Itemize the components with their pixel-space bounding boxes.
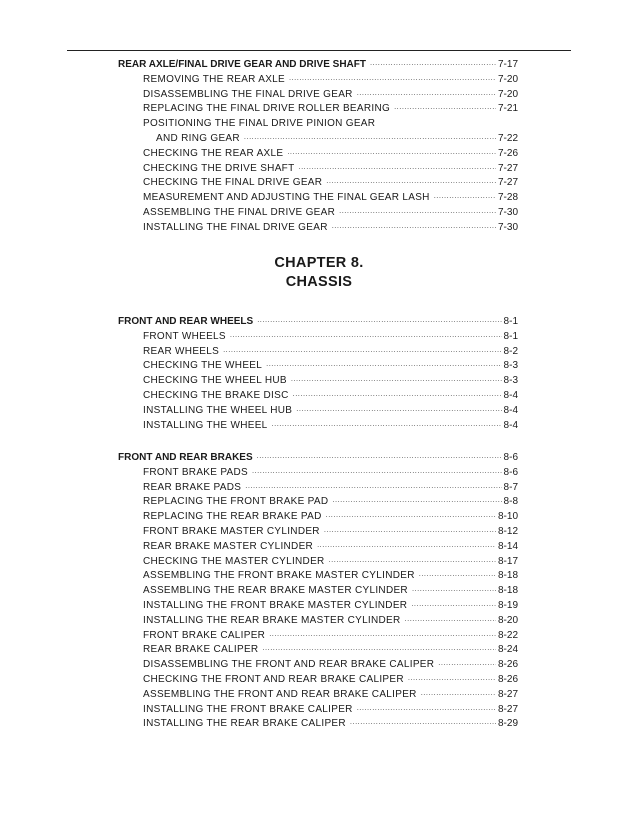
toc-entry-page: 7-20 (497, 88, 518, 100)
dot-leader (350, 716, 496, 727)
toc-section-brakes (118, 452, 518, 733)
toc-entry-title: REAR BRAKE CALIPER (143, 644, 259, 656)
dot-leader (326, 509, 496, 520)
toc-entry-page: 8-24 (497, 644, 518, 656)
dot-leader (269, 628, 496, 639)
toc-entry-page: 8-19 (497, 599, 518, 611)
dot-leader (421, 687, 496, 698)
toc-entry-title: CHECKING THE BRAKE DISC (143, 389, 289, 401)
toc-entry-page: 8-4 (503, 389, 518, 401)
toc-entry-title: INSTALLING THE FINAL DRIVE GEAR (143, 221, 328, 233)
toc-entry-title: INSTALLING THE REAR BRAKE MASTER CYLINDER (143, 614, 401, 626)
chapter-number: CHAPTER 8. (274, 255, 364, 271)
dot-leader (287, 146, 496, 157)
toc-entry-page: 8-20 (497, 614, 518, 626)
toc-entry-page: 8-4 (503, 404, 518, 416)
toc-entry-page: 8-18 (497, 570, 518, 582)
toc-entry-page: 8-10 (497, 511, 518, 523)
toc-entry-title: REPLACING THE FRONT BRAKE PAD (143, 496, 329, 508)
toc-entry-page: 8-2 (503, 345, 518, 357)
toc-entry-title: ASSEMBLING THE FRONT AND REAR BRAKE CALIPER (143, 688, 417, 700)
toc-entry-title: REPLACING THE REAR BRAKE PAD (143, 511, 322, 523)
toc-entry-title: FRONT BRAKE MASTER CYLINDER (143, 525, 320, 537)
toc-entry-page: 7-28 (497, 192, 518, 204)
toc-entry-title: FRONT BRAKE CALIPER (143, 629, 266, 641)
toc-entry-page: 7-26 (497, 147, 518, 159)
dot-leader (257, 314, 501, 325)
toc-entry (118, 103, 518, 118)
dot-leader (296, 403, 501, 414)
dot-leader (329, 554, 496, 565)
toc-entry (118, 222, 518, 237)
toc-entry-page: 8-7 (503, 481, 518, 493)
toc-entry-title: CHECKING THE WHEEL (143, 360, 263, 372)
toc-entry-page: 7-30 (497, 206, 518, 218)
toc-entry-page: 7-21 (497, 103, 518, 115)
toc-entry-title: FRONT AND REAR WHEELS (118, 316, 254, 327)
dot-leader (289, 72, 496, 83)
toc-entry-title: REAR WHEELS (143, 345, 220, 357)
chapter-title: CHASSIS (285, 274, 353, 290)
toc-entry-page: 8-12 (497, 525, 518, 537)
dot-leader (324, 524, 496, 535)
toc-entry-page: 8-17 (497, 555, 518, 567)
toc-entry-page: 8-22 (497, 629, 518, 641)
top-rule (67, 50, 571, 51)
toc-entry-title: ASSEMBLING THE REAR BRAKE MASTER CYLINDER (143, 585, 408, 597)
dot-leader (394, 101, 496, 112)
toc-entry-title: FRONT WHEELS (143, 330, 226, 342)
toc-entry-title: REPLACING THE FINAL DRIVE ROLLER BEARING (143, 103, 391, 115)
toc-entry-page: 7-17 (497, 59, 518, 70)
dot-leader (298, 161, 496, 172)
toc-entry-title: INSTALLING THE FRONT BRAKE CALIPER (143, 703, 353, 715)
toc-entry-page: 8-6 (503, 466, 518, 478)
dot-leader (326, 175, 496, 186)
dot-leader (412, 583, 496, 594)
toc-entry-page: 8-3 (503, 360, 518, 372)
toc-entry-title: FRONT BRAKE PADS (143, 466, 249, 478)
dot-leader (339, 205, 496, 216)
toc-section-rear-axle (118, 59, 518, 237)
toc-entry-title: ASSEMBLING THE FRONT BRAKE MASTER CYLINDER (143, 570, 415, 582)
toc-entry-page: 8-27 (497, 688, 518, 700)
toc-entry-page: 7-27 (497, 162, 518, 174)
dot-leader (332, 494, 501, 505)
toc-entry-page: 8-26 (497, 673, 518, 685)
dot-leader (230, 329, 502, 340)
dot-leader (223, 344, 501, 355)
toc-entry-page: 8-1 (503, 316, 518, 327)
dot-leader (257, 450, 502, 461)
toc-entry-title: INSTALLING THE FRONT BRAKE MASTER CYLINDER (143, 599, 408, 611)
dot-leader (434, 190, 496, 201)
dot-leader (266, 358, 501, 369)
toc-entry-page: 8-4 (503, 419, 518, 431)
toc-entry-title: REAR AXLE/FINAL DRIVE GEAR AND DRIVE SHAFT (118, 59, 366, 70)
dot-leader (405, 613, 496, 624)
toc-entry (118, 718, 518, 733)
dot-leader (262, 642, 496, 653)
toc-entry-title: FRONT AND REAR BRAKES (118, 452, 253, 463)
toc-entry-page: 8-18 (497, 585, 518, 597)
toc-section-wheels (118, 316, 518, 434)
toc-entry-title: REAR BRAKE MASTER CYLINDER (143, 540, 314, 552)
dot-leader (357, 702, 496, 713)
dot-leader (357, 87, 496, 98)
dot-leader (370, 57, 496, 68)
toc-entry-title: INSTALLING THE WHEEL HUB (143, 404, 293, 416)
toc-entry-title: CHECKING THE REAR AXLE (143, 147, 284, 159)
toc-entry-title: ASSEMBLING THE FINAL DRIVE GEAR (143, 206, 336, 218)
dot-leader (245, 480, 501, 491)
toc-entry-page: 7-27 (497, 177, 518, 189)
toc-entry-title: INSTALLING THE REAR BRAKE CALIPER (143, 718, 346, 730)
toc-entry-title: REMOVING THE REAR AXLE (143, 73, 286, 85)
toc-entry (118, 420, 518, 435)
dot-leader (291, 373, 502, 384)
toc-entry-page: 8-27 (497, 703, 518, 715)
toc-entry-page: 8-1 (503, 330, 518, 342)
toc-entry-title: DISASSEMBLING THE FINAL DRIVE GEAR (143, 88, 353, 100)
toc-entry-title: MEASUREMENT AND ADJUSTING THE FINAL GEAR LASH (143, 192, 430, 204)
toc-entry-page: 8-3 (503, 375, 518, 387)
toc-entry-title: AND RING GEAR (156, 132, 240, 144)
chapter-heading (0, 254, 638, 292)
dot-leader (272, 418, 502, 429)
toc-entry-title: POSITIONING THE FINAL DRIVE PINION GEAR (143, 118, 376, 130)
toc-entry-page: 8-6 (503, 452, 518, 463)
dot-leader (408, 672, 496, 683)
toc-entry-page: 7-22 (497, 132, 518, 144)
toc-entry-page: 8-8 (503, 496, 518, 508)
toc-entry-title: CHECKING THE WHEEL HUB (143, 375, 287, 387)
dot-leader (411, 598, 496, 609)
toc-entry-page: 8-26 (497, 659, 518, 671)
dot-leader (438, 657, 496, 668)
dot-leader (419, 568, 496, 579)
toc-entry-title: CHECKING THE FRONT AND REAR BRAKE CALIPER (143, 673, 404, 685)
toc-entry-page: 8-29 (497, 718, 518, 730)
toc-entry-page: 7-30 (497, 221, 518, 233)
toc-entry-title: CHECKING THE MASTER CYLINDER (143, 555, 325, 567)
toc-entry-title: CHECKING THE FINAL DRIVE GEAR (143, 177, 323, 189)
toc-entry-title: INSTALLING THE WHEEL (143, 419, 268, 431)
dot-leader (317, 539, 496, 550)
toc-entry-title: DISASSEMBLING THE FRONT AND REAR BRAKE CALIPER (143, 659, 435, 671)
toc-entry-page: 8-14 (497, 540, 518, 552)
dot-leader (293, 388, 502, 399)
toc-entry-page: 7-20 (497, 73, 518, 85)
toc-entry-title: CHECKING THE DRIVE SHAFT (143, 162, 295, 174)
dot-leader (332, 220, 496, 231)
dot-leader (244, 131, 496, 142)
toc-entry-title: REAR BRAKE PADS (143, 481, 242, 493)
dot-leader (252, 465, 502, 476)
